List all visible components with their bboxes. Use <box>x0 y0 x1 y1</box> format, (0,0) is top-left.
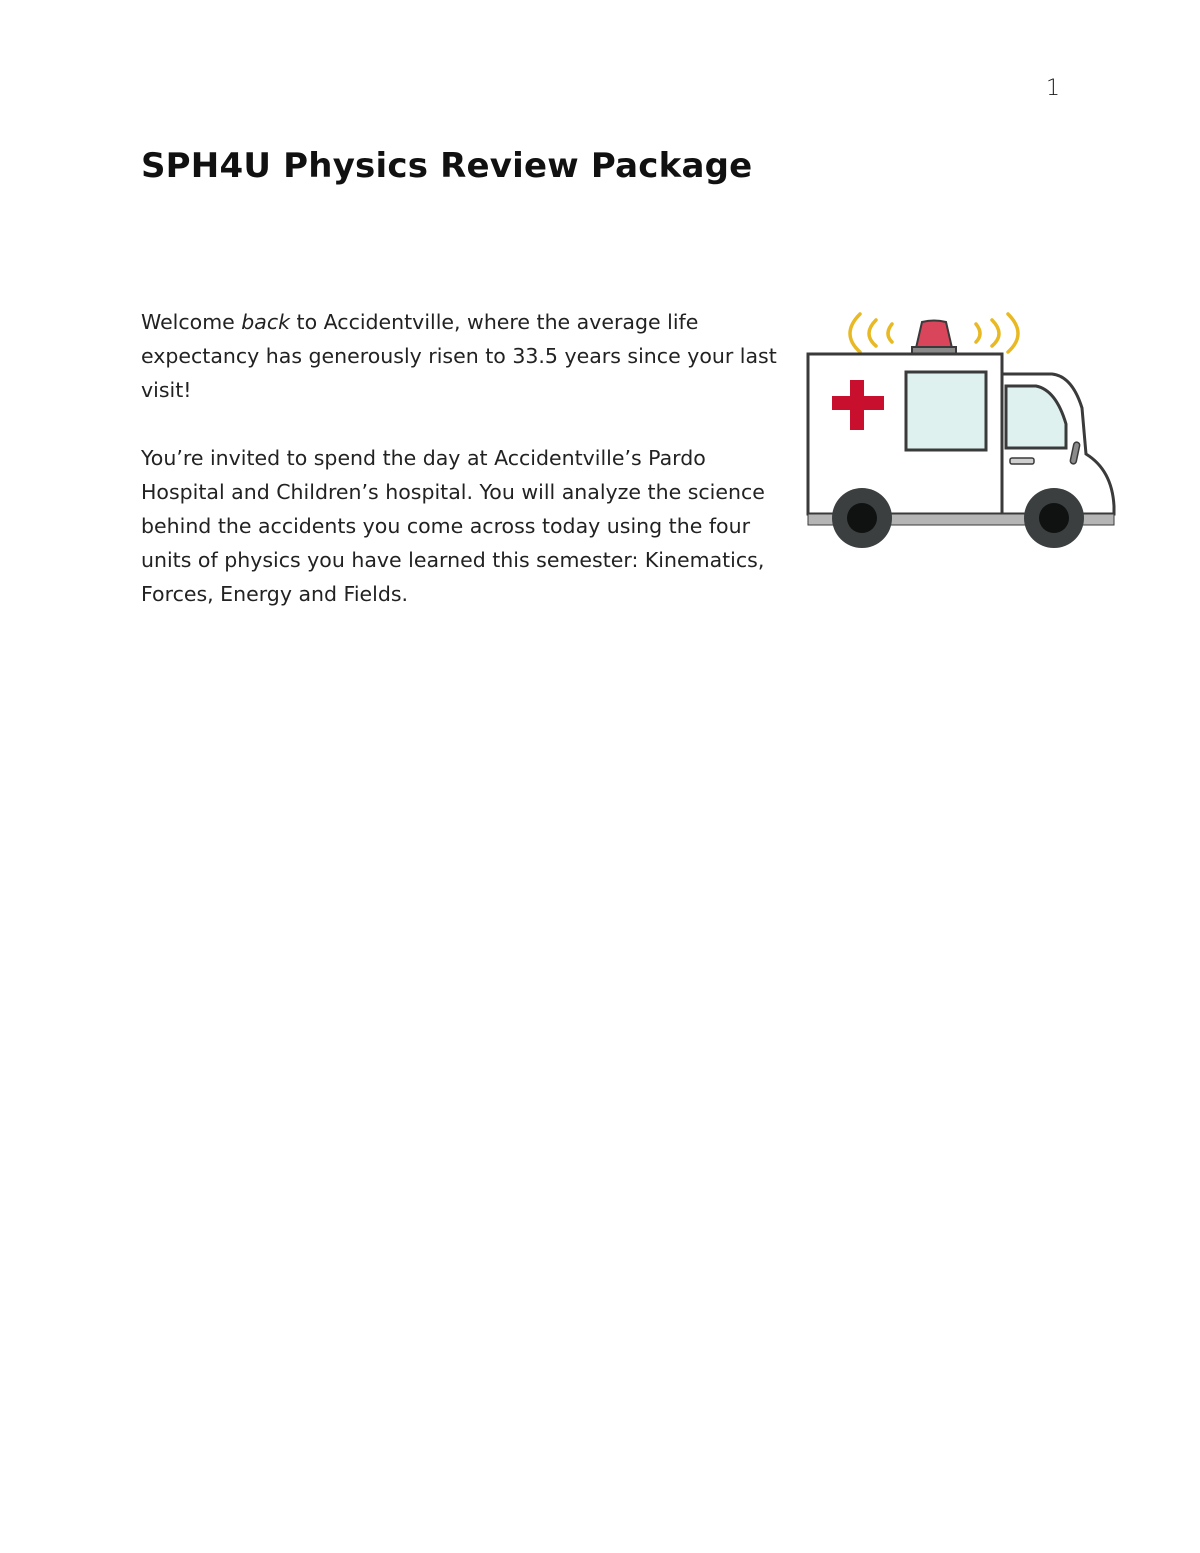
welcome-text-end: to Accidentville, where the average life expectancy has generously risen to 33.5 years since your last visit! <box>141 310 777 402</box>
rear-wheel <box>1024 488 1084 548</box>
intro-text <box>141 305 781 645</box>
siren-light <box>912 321 956 355</box>
door-handle <box>1010 458 1034 464</box>
page-number: 1 <box>1046 76 1060 101</box>
welcome-emphasis: back <box>241 310 291 334</box>
rear-window <box>906 372 986 450</box>
front-wheel <box>832 488 892 548</box>
ambulance-icon <box>800 300 1120 560</box>
welcome-text-start: Welcome <box>141 310 242 334</box>
page-title: SPH4U Physics Review Package <box>141 146 753 186</box>
invite-paragraph: You’re invited to spend the day at Accidentville’s Pardo Hospital and Children’s hospital. You will analyze the science behind the accidents you come across today using the four units of physics you have learned this semester: Kinematics, Forces, Energy and Fields. <box>141 446 765 606</box>
welcome-paragraph <box>141 305 781 407</box>
